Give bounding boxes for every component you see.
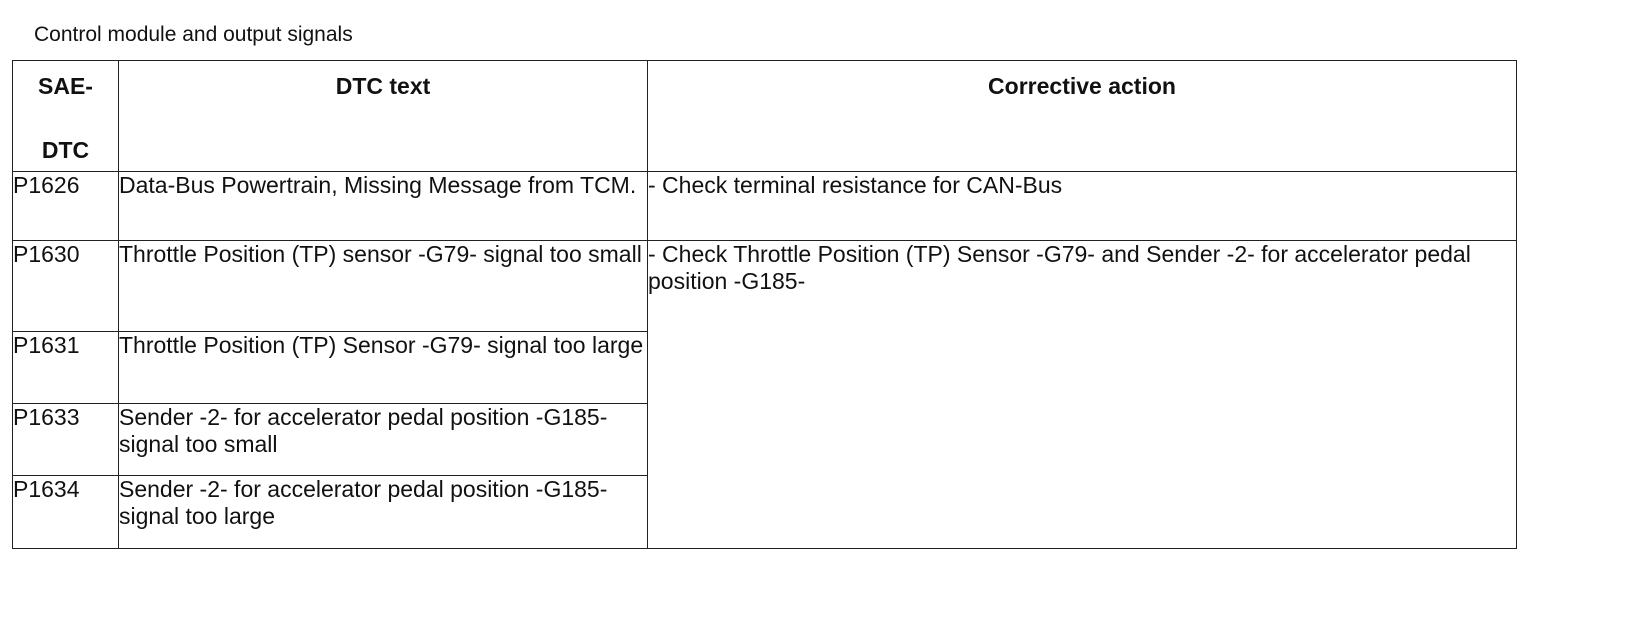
- header-sae-line1: SAE-: [38, 73, 93, 99]
- dtc-code: P1630: [13, 241, 119, 332]
- header-sae-dtc: [13, 61, 119, 172]
- dtc-text: Sender -2- for accelerator pedal position -G185- signal too large: [119, 476, 648, 549]
- table-row: [13, 172, 1517, 241]
- header-sae-line2: DTC: [41, 137, 90, 163]
- dtc-table: [12, 60, 1517, 549]
- header-corrective-action: [648, 61, 1517, 172]
- corrective-action: - Check Throttle Position (TP) Sensor -G79- and Sender -2- for accelerator pedal position -G185-: [648, 241, 1517, 549]
- table-row: [13, 241, 1517, 332]
- corrective-action: - Check terminal resistance for CAN-Bus: [648, 172, 1517, 241]
- dtc-text: Sender -2- for accelerator pedal position -G185- signal too small: [119, 404, 648, 476]
- dtc-code: P1633: [13, 404, 119, 476]
- dtc-code: P1631: [13, 332, 119, 404]
- header-corrective-action-label: Corrective action: [988, 73, 1176, 99]
- table-header-row: [13, 61, 1517, 172]
- header-dtc-text-label: DTC text: [335, 73, 431, 99]
- dtc-text: Data-Bus Powertrain, Missing Message from TCM.: [119, 172, 648, 241]
- header-dtc-text: [119, 61, 648, 172]
- dtc-text: Throttle Position (TP) sensor -G79- signal too small: [119, 241, 648, 332]
- dtc-code: P1626: [13, 172, 119, 241]
- dtc-code: P1634: [13, 476, 119, 549]
- table-caption: Control module and output signals: [34, 23, 353, 46]
- dtc-text: Throttle Position (TP) Sensor -G79- signal too large: [119, 332, 648, 404]
